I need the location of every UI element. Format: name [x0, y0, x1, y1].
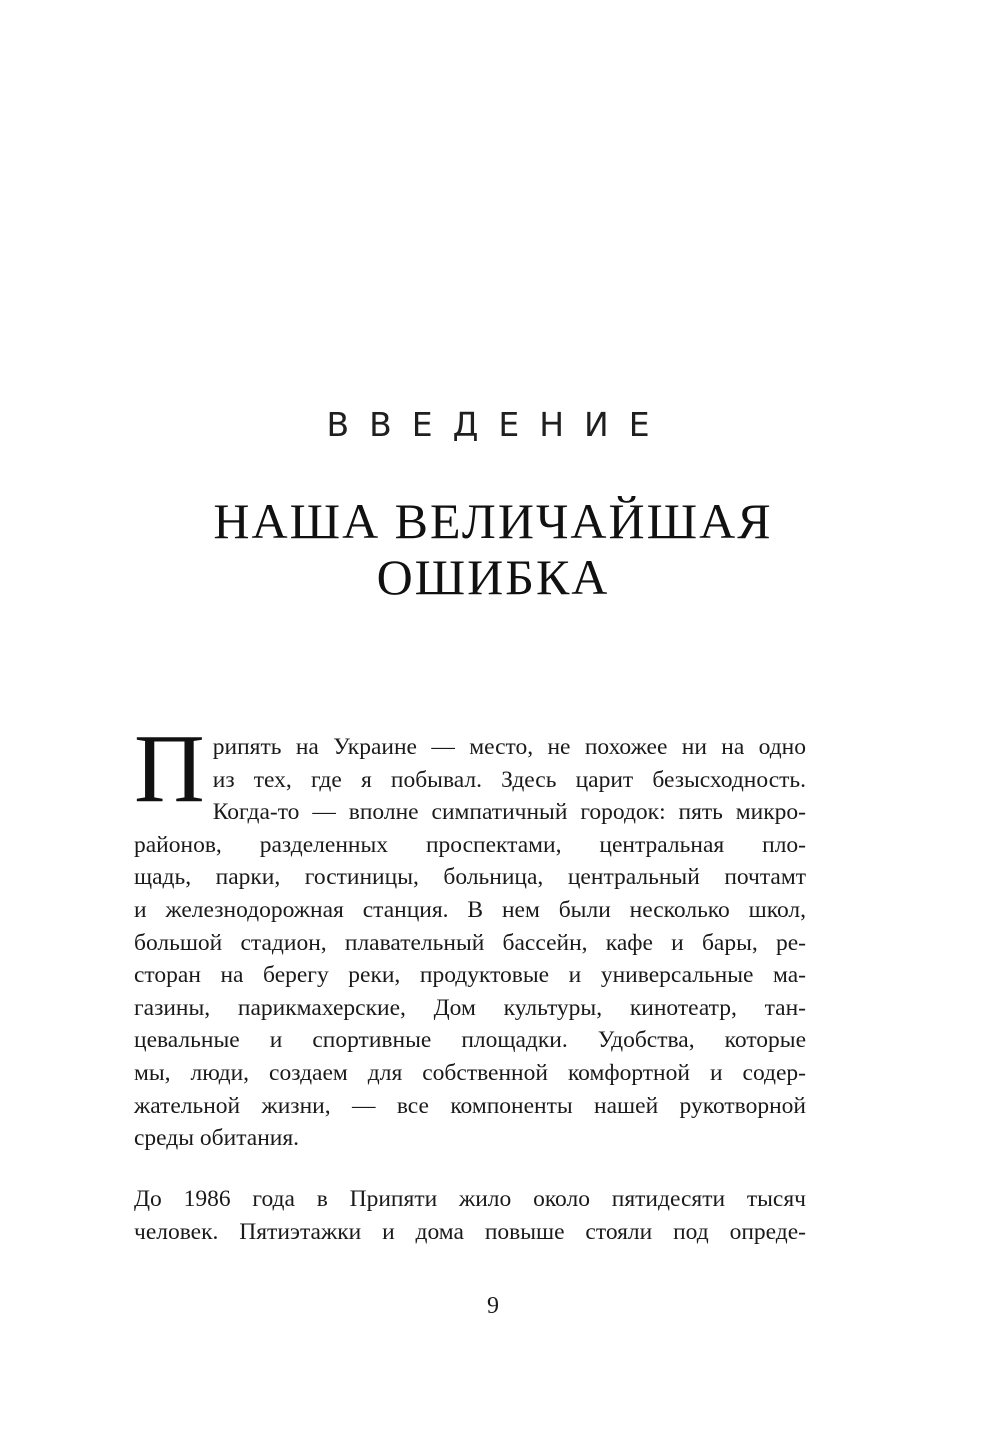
text-line: жательной жизни, — все компоненты нашей рукотворной — [134, 1092, 806, 1119]
text-line: из тех, где я побывал. Здесь царит безысходность. — [212, 766, 806, 793]
text-line: районов, разделенных проспектами, центральная пло- — [134, 831, 806, 858]
text-line: сторан на берегу реки, продуктовые и универсальные ма- — [134, 962, 806, 989]
drop-cap: П — [134, 715, 205, 823]
text-line: газины, парикмахерские, Дом культуры, кинотеатр, тан- — [134, 994, 806, 1021]
paragraph-1 — [134, 715, 806, 1155]
text-line: среды обитания. — [134, 1125, 300, 1152]
text-line: мы, люди, создаем для собственной комфортной и содер- — [134, 1059, 806, 1086]
text-line: До 1986 года в Припяти жило около пятидесяти тысяч — [134, 1186, 806, 1212]
text-line: человек. Пятиэтажки и дома повыше стояли под опреде- — [134, 1218, 806, 1245]
text-line: щадь, парки, гостиницы, больница, центральный почтамт — [134, 864, 806, 891]
text-line: и железнодорожная станция. В нем были несколько школ, — [134, 896, 806, 923]
chapter-label: ВВЕДЕНИЕ — [326, 405, 670, 444]
text-line: большой стадион, плавательный бассейн, кафе и бары, ре- — [134, 929, 806, 956]
chapter-title — [0, 493, 986, 605]
chapter-title-line-2: ОШИБКА — [376, 549, 610, 605]
text-line: цевальные и спортивные площадки. Удобства, которые — [134, 1027, 806, 1054]
text-line: рипять на Украине — место, не похожее ни на одно — [212, 734, 806, 760]
paragraph-2 — [134, 1183, 806, 1248]
text-line: Когда-то — вполне симпатичный городок: пять микро- — [212, 799, 806, 826]
chapter-title-line-1: НАША ВЕЛИЧАЙШАЯ — [213, 493, 773, 549]
page-number: 9 — [487, 1293, 499, 1319]
